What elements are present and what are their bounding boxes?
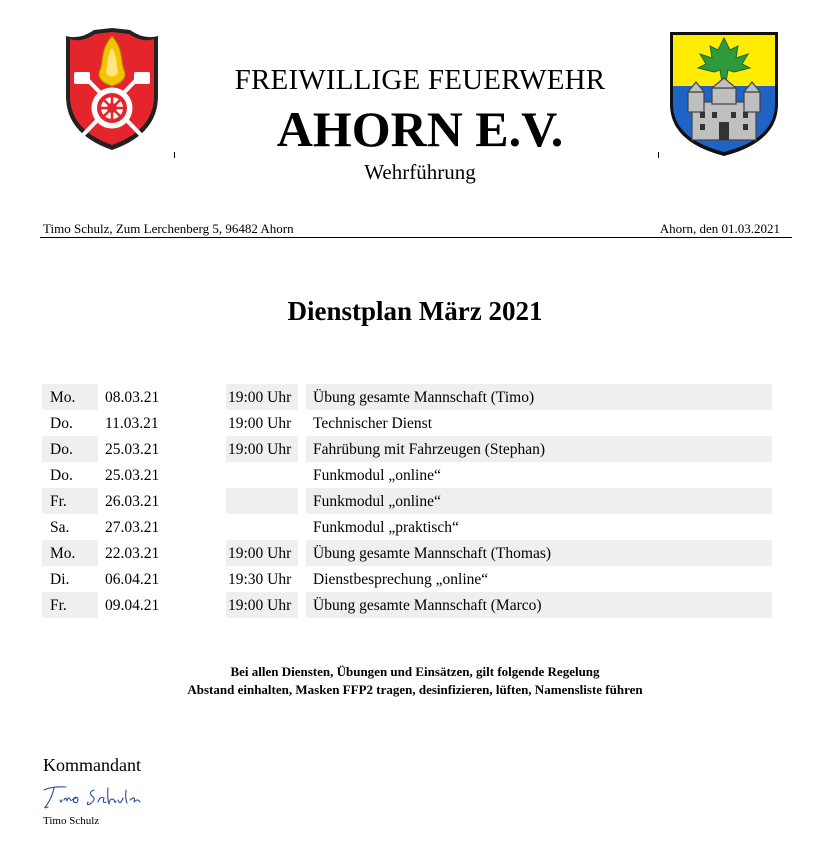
- schedule-date: 25.03.21: [105, 467, 160, 484]
- ahorn-municipal-coat-of-arms-logo: [668, 30, 780, 158]
- schedule-row: [42, 514, 772, 540]
- schedule-row: [42, 436, 772, 462]
- sender-address: Timo Schulz, Zum Lerchenberg 5, 96482 Ahorn: [43, 221, 294, 236]
- handwritten-signature: [40, 780, 150, 814]
- schedule-date: 06.04.21: [105, 571, 160, 588]
- schedule-day: Di.: [50, 571, 70, 588]
- schedule-date: 08.03.21: [105, 389, 160, 406]
- schedule-row: [42, 410, 772, 436]
- schedule-time: 19:00 Uhr: [228, 441, 292, 458]
- schedule-table: [42, 384, 772, 618]
- schedule-day: Fr.: [50, 597, 67, 614]
- schedule-day: Mo.: [50, 389, 76, 406]
- column-separator: [298, 592, 306, 618]
- schedule-day: Do.: [50, 467, 73, 484]
- schedule-day: Sa.: [50, 519, 70, 536]
- schedule-description: Funkmodul „online“: [313, 467, 441, 484]
- fold-mark-left: [174, 152, 175, 158]
- schedule-time: 19:00 Uhr: [228, 545, 292, 562]
- schedule-description: Übung gesamte Mannschaft (Marco): [313, 597, 542, 614]
- schedule-description: Funkmodul „praktisch“: [313, 519, 459, 536]
- schedule-row: [42, 488, 772, 514]
- schedule-date-cell: [98, 436, 226, 462]
- document-title: Dienstplan März 2021: [287, 296, 543, 326]
- schedule-date: 22.03.21: [105, 545, 160, 562]
- schedule-day: Do.: [50, 415, 73, 432]
- schedule-date: 26.03.21: [105, 493, 160, 510]
- schedule-day: Do.: [50, 441, 73, 458]
- schedule-date-cell: [98, 462, 226, 488]
- schedule-date-cell: [98, 384, 226, 410]
- schedule-date-cell: [98, 540, 226, 566]
- column-separator: [298, 462, 306, 488]
- schedule-row: [42, 462, 772, 488]
- organization-department: Wehrführung: [364, 160, 476, 184]
- column-separator: [298, 436, 306, 462]
- schedule-row: [42, 592, 772, 618]
- schedule-date: 11.03.21: [105, 415, 159, 432]
- schedule-date-cell: [98, 592, 226, 618]
- fold-mark-right: [658, 152, 659, 158]
- schedule-description: Übung gesamte Mannschaft (Timo): [313, 389, 535, 406]
- schedule-date-cell: [98, 566, 226, 592]
- column-separator: [298, 514, 306, 540]
- letter-date: Ahorn, den 01.03.2021: [659, 221, 780, 236]
- signature-role: Kommandant: [43, 755, 141, 775]
- signer-name: Timo Schulz: [43, 815, 100, 827]
- column-separator: [298, 384, 306, 410]
- schedule-row: [42, 384, 772, 410]
- schedule-time: 19:00 Uhr: [228, 389, 292, 406]
- notice-line1: Bei allen Diensten, Übungen und Einsätzen, gilt folgende Regelung: [230, 664, 600, 679]
- schedule-row: [42, 540, 772, 566]
- schedule-time: 19:30 Uhr: [228, 571, 292, 588]
- schedule-time: 19:00 Uhr: [228, 597, 292, 614]
- column-separator: [298, 488, 306, 514]
- schedule-date-cell: [98, 514, 226, 540]
- wheel-icon: [92, 88, 132, 128]
- schedule-day: Fr.: [50, 493, 67, 510]
- notice-line2: Abstand einhalten, Masken FFP2 tragen, desinfizieren, lüften, Namensliste führen: [187, 682, 643, 697]
- organization-name-line2: AHORN E.V.: [276, 101, 564, 157]
- schedule-date-cell: [98, 410, 226, 436]
- schedule-description: Übung gesamte Mannschaft (Thomas): [313, 545, 552, 562]
- schedule-date: 27.03.21: [105, 519, 160, 536]
- schedule-date: 25.03.21: [105, 441, 160, 458]
- schedule-description: Funkmodul „online“: [313, 493, 441, 510]
- schedule-description: Fahrübung mit Fahrzeugen (Stephan): [313, 441, 546, 458]
- schedule-day: Mo.: [50, 545, 76, 562]
- schedule-row: [42, 566, 772, 592]
- letterhead-divider: [40, 237, 792, 238]
- organization-name-line1: FREIWILLIGE FEUERWEHR: [234, 64, 606, 96]
- fire-brigade-coat-of-arms-logo: [60, 26, 164, 154]
- schedule-description: Technischer Dienst: [313, 415, 432, 432]
- column-separator: [298, 566, 306, 592]
- schedule-date-cell: [98, 488, 226, 514]
- schedule-description: Dienstbesprechung „online“: [313, 571, 489, 588]
- schedule-time: 19:00 Uhr: [228, 415, 292, 432]
- column-separator: [298, 540, 306, 566]
- schedule-date: 09.04.21: [105, 597, 160, 614]
- column-separator: [298, 410, 306, 436]
